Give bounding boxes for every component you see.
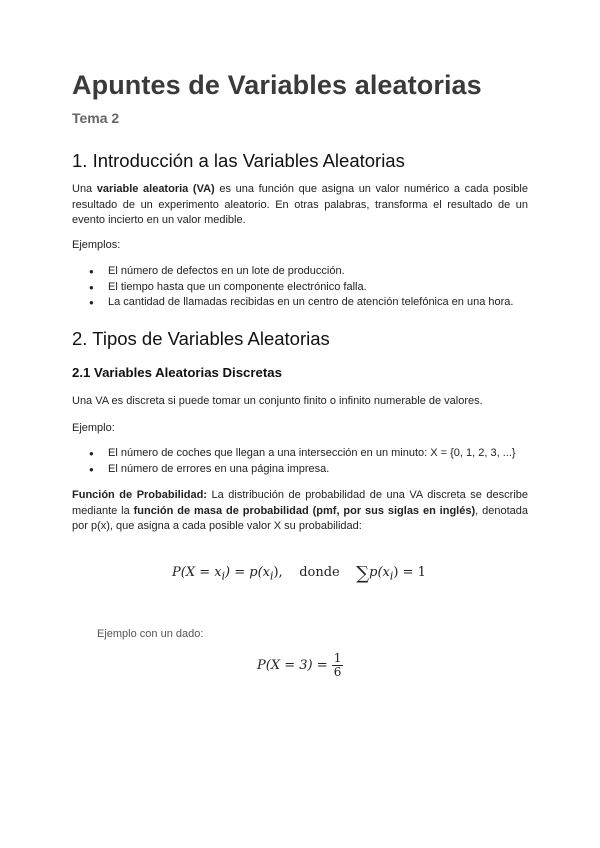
- dice-fraction: [332, 652, 344, 679]
- section-1-intro: [72, 182, 528, 229]
- pmf-text-1: La distribución de probabilidad de una VA discreta se describe mediante la: [72, 489, 528, 517]
- example-label: Ejemplo:: [72, 422, 115, 434]
- document-title: Apuntes de Variables aleatorias: [72, 70, 482, 100]
- formula-sub-i-3: i: [389, 569, 394, 583]
- intro-text-before: Una: [72, 183, 97, 195]
- intro-term-bold: variable aleatoria (VA): [96, 183, 215, 195]
- fraction-denominator: 6: [333, 665, 342, 679]
- discrete-definition: Una VA es discreta si puede tomar un conjunto finito o infinito numerable de valores.: [72, 395, 483, 407]
- formula-donde: donde: [299, 565, 340, 580]
- examples-label: Ejemplos:: [72, 239, 121, 251]
- pmf-term-bold: función de masa de probabilidad (pmf, por sus siglas en inglés): [133, 504, 476, 517]
- formula-sub-i: i: [221, 569, 226, 583]
- formula-end: ),: [273, 565, 283, 580]
- dice-formula-lhs: P(X = 3) =: [257, 658, 332, 673]
- pmf-formula: [172, 563, 426, 584]
- list-item: ● La cantidad de llamadas recibidas en un centro de atención telefónica en una hora.: [72, 295, 528, 311]
- document-subtitle: Tema 2: [72, 110, 120, 126]
- section-1-examples-list: [72, 264, 528, 311]
- formula-sum-end: ) = 1: [393, 565, 426, 580]
- section-2-heading: 2. Tipos de Variables Aleatorias: [72, 328, 330, 349]
- list-item: ● El número de coches que llegan a una intersección en un minuto: X = {0, 1, 2, 3, ...}: [72, 446, 528, 462]
- fraction-numerator: 1: [333, 651, 342, 665]
- section-1-heading: 1. Introducción a las Variables Aleatorias: [72, 150, 405, 171]
- formula-mid: ) = p(x: [225, 565, 270, 580]
- pmf-label: Función de Probabilidad:: [72, 489, 207, 501]
- list-item: ● El tiempo hasta que un componente electrónico falla.: [72, 280, 528, 296]
- section-2-1-examples-list: [72, 446, 528, 477]
- formula-lhs: P(X = x: [172, 565, 222, 580]
- intro-text-after: es una función que asigna un valor numérico a cada posible resultado de un experimento aleatorio. En otras palabras, transforma el resultado de un evento incierto en un valor medible.: [72, 183, 528, 227]
- sum-symbol: ∑: [356, 563, 370, 584]
- list-item: ● El número de defectos en un lote de producción.: [72, 264, 528, 280]
- pmf-paragraph: [72, 488, 528, 535]
- list-item: ● El número de errores en una página impresa.: [72, 462, 528, 478]
- pmf-text-2: , denotada por p(x), que asigna a cada posible valor X su probabilidad:: [72, 504, 528, 533]
- formula-sub-i-2: i: [270, 569, 274, 583]
- dice-formula: [257, 652, 343, 679]
- section-2-1-heading: 2.1 Variables Aleatorias Discretas: [72, 365, 282, 380]
- formula-sum-term: p(x: [369, 565, 390, 580]
- dice-example-label: Ejemplo con un dado:: [97, 628, 204, 640]
